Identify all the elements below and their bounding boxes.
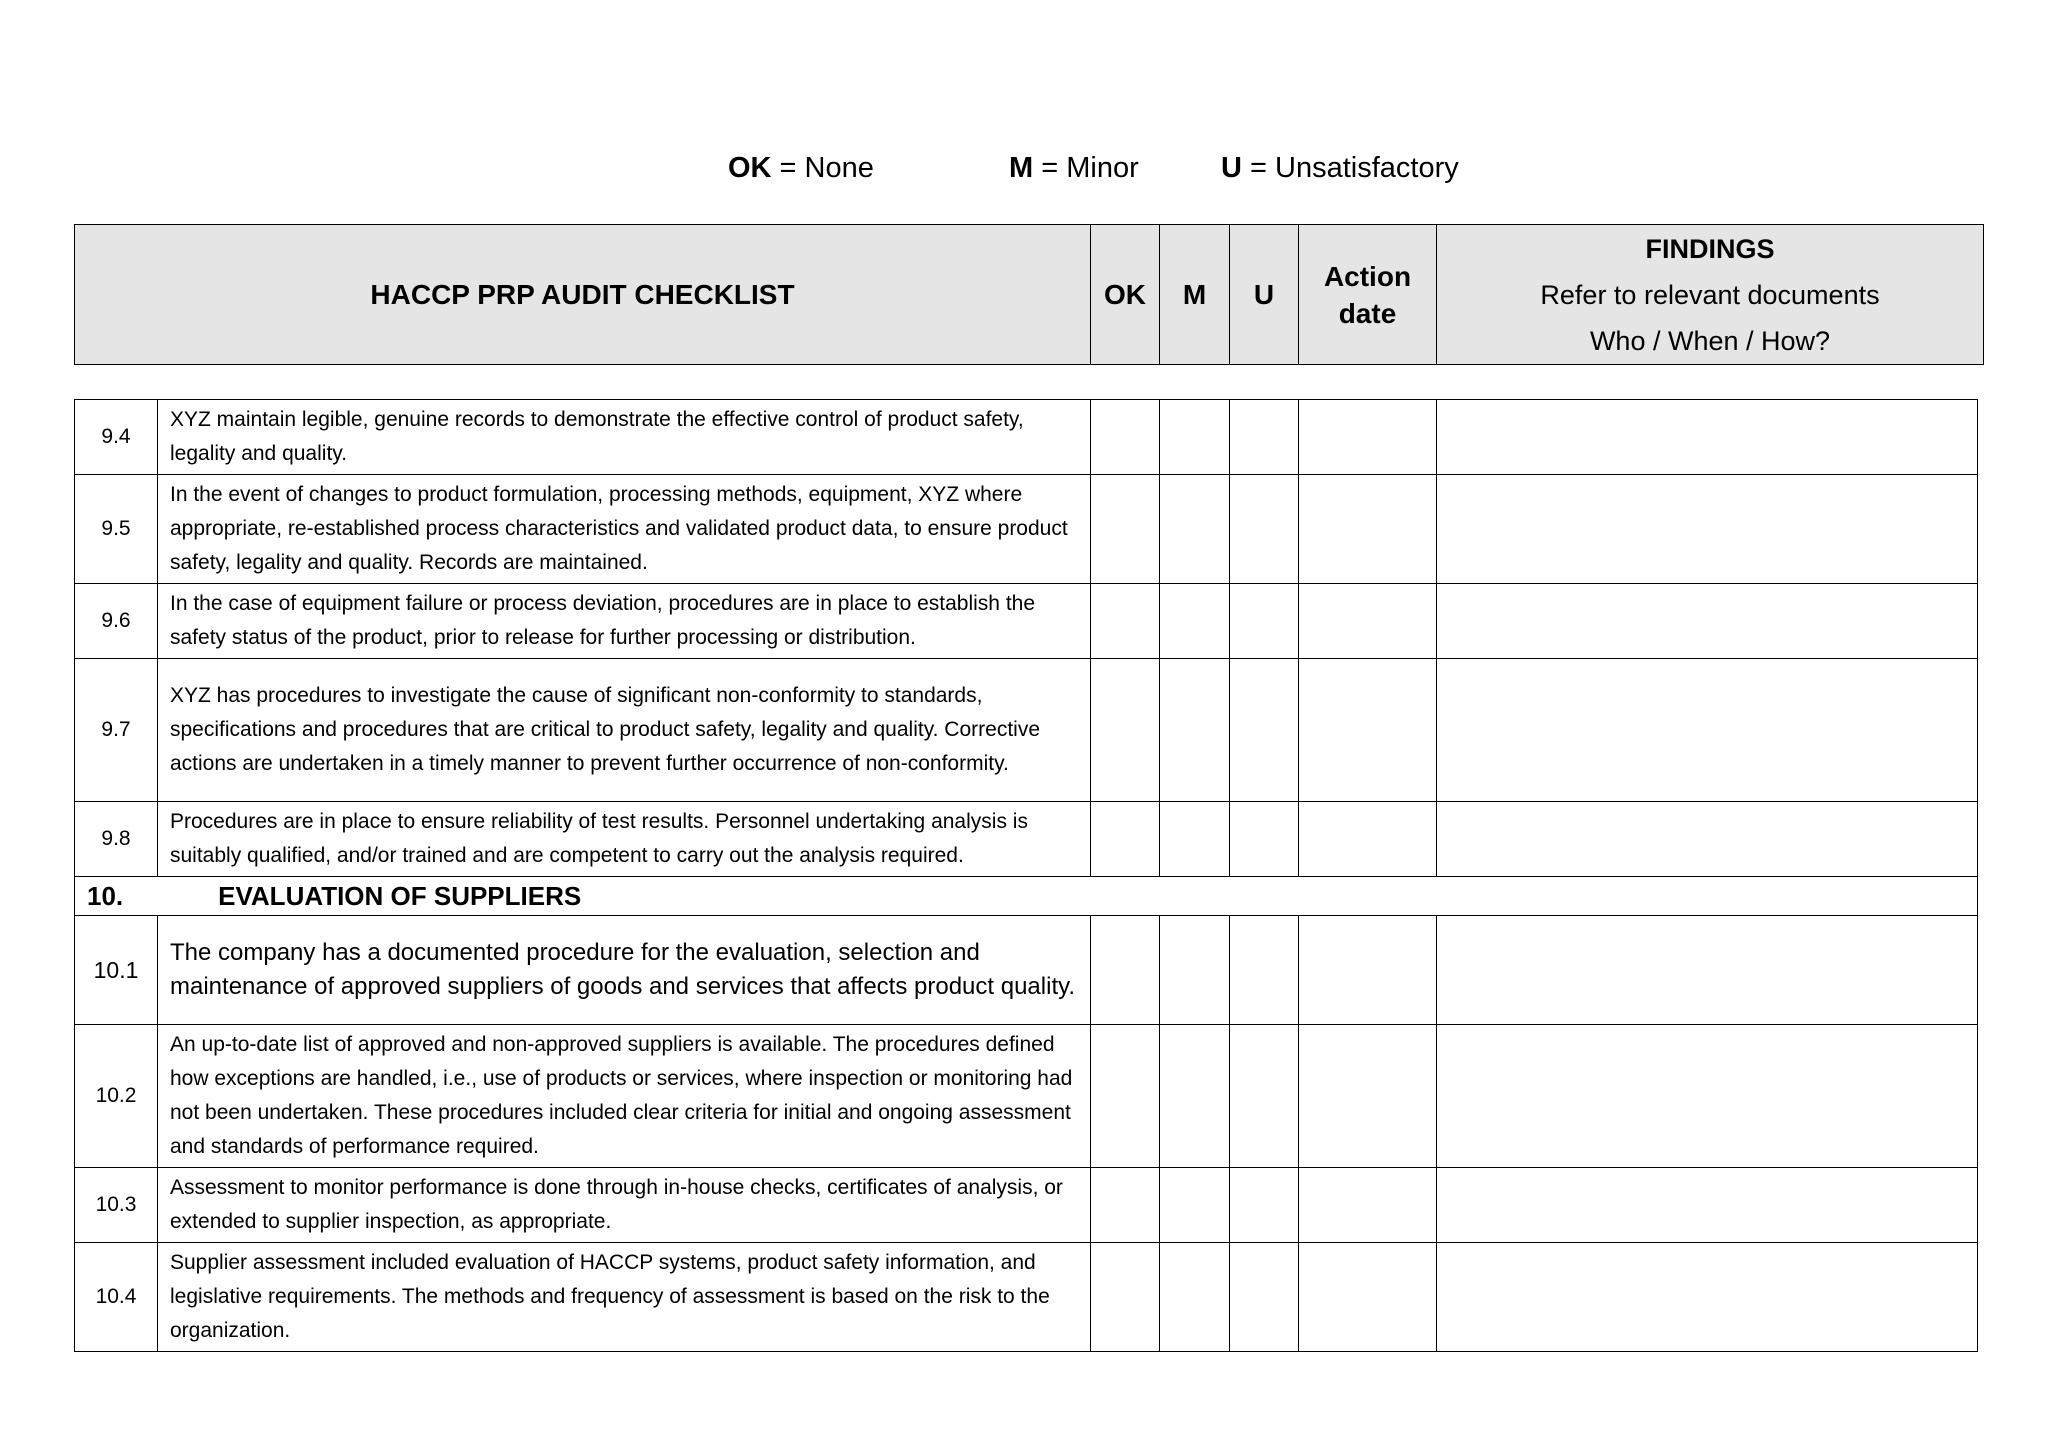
findings-cell[interactable] bbox=[1437, 1025, 1978, 1168]
item-description: The company has a documented procedure for the evaluation, selection and maintenance of approved suppliers of goods and services that affects product quality. bbox=[158, 916, 1091, 1025]
table-row bbox=[75, 916, 1978, 1025]
table-row bbox=[75, 400, 1978, 475]
action-date-cell[interactable] bbox=[1299, 802, 1437, 877]
checklist-body-table bbox=[74, 399, 1978, 1352]
item-description: Procedures are in place to ensure reliability of test results. Personnel undertaking analysis is suitably qualified, and/or trained and are competent to carry out the analysis required. bbox=[158, 802, 1091, 877]
unsatisfactory-cell[interactable] bbox=[1230, 584, 1299, 659]
minor-cell[interactable] bbox=[1160, 475, 1230, 584]
item-description: An up-to-date list of approved and non-approved suppliers is available. The procedures defined how exceptions are handled, i.e., use of products or services, where inspection or monitoring had not been undertaken. These procedures included clear criteria for initial and ongoing assessment and standards of performance required. bbox=[158, 1025, 1091, 1168]
findings-line-1: Refer to relevant documents bbox=[1540, 279, 1880, 310]
column-action-date bbox=[1299, 225, 1437, 365]
minor-cell[interactable] bbox=[1160, 1168, 1230, 1243]
section-number: 10. bbox=[87, 880, 124, 911]
action-date-cell[interactable] bbox=[1299, 400, 1437, 475]
action-date-cell[interactable] bbox=[1299, 1168, 1437, 1243]
unsatisfactory-cell[interactable] bbox=[1230, 916, 1299, 1025]
unsatisfactory-cell[interactable] bbox=[1230, 659, 1299, 802]
unsatisfactory-cell[interactable] bbox=[1230, 1243, 1299, 1352]
unsatisfactory-cell[interactable] bbox=[1230, 1025, 1299, 1168]
ok-cell[interactable] bbox=[1091, 1025, 1160, 1168]
rating-legend bbox=[0, 152, 2048, 192]
findings-cell[interactable] bbox=[1437, 584, 1978, 659]
unsatisfactory-cell[interactable] bbox=[1230, 1168, 1299, 1243]
action-date-cell[interactable] bbox=[1299, 916, 1437, 1025]
table-row bbox=[75, 475, 1978, 584]
item-description: In the case of equipment failure or process deviation, procedures are in place to establish the safety status of the product, prior to release for further processing or distribution. bbox=[158, 584, 1091, 659]
section-title: EVALUATION OF SUPPLIERS bbox=[218, 880, 582, 911]
action-date-cell[interactable] bbox=[1299, 475, 1437, 584]
ok-cell[interactable] bbox=[1091, 916, 1160, 1025]
findings-cell[interactable] bbox=[1437, 400, 1978, 475]
item-number: 10.4 bbox=[75, 1243, 158, 1352]
item-description: Assessment to monitor performance is done through in-house checks, certificates of analysis, or extended to supplier inspection, as appropriate. bbox=[158, 1168, 1091, 1243]
findings-title: FINDINGS bbox=[1645, 233, 1775, 264]
ok-cell[interactable] bbox=[1091, 475, 1160, 584]
table-row bbox=[75, 659, 1978, 802]
item-number: 10.2 bbox=[75, 1025, 158, 1168]
findings-line-2: Who / When / How? bbox=[1589, 325, 1831, 356]
findings-cell[interactable] bbox=[1437, 475, 1978, 584]
ok-cell[interactable] bbox=[1091, 584, 1160, 659]
ok-cell[interactable] bbox=[1091, 1243, 1160, 1352]
minor-cell[interactable] bbox=[1160, 400, 1230, 475]
minor-cell[interactable] bbox=[1160, 1025, 1230, 1168]
table-row bbox=[75, 1168, 1978, 1243]
column-unsatisfactory: U bbox=[1230, 225, 1299, 365]
column-ok: OK bbox=[1091, 225, 1160, 365]
table-row bbox=[75, 802, 1978, 877]
legend-ok: OK = None bbox=[728, 152, 874, 184]
unsatisfactory-cell[interactable] bbox=[1230, 802, 1299, 877]
ok-cell[interactable] bbox=[1091, 1168, 1160, 1243]
item-number: 10.3 bbox=[75, 1168, 158, 1243]
action-date-cell[interactable] bbox=[1299, 659, 1437, 802]
findings-cell[interactable] bbox=[1437, 916, 1978, 1025]
minor-cell[interactable] bbox=[1160, 1243, 1230, 1352]
action-date-cell[interactable] bbox=[1299, 1243, 1437, 1352]
minor-cell[interactable] bbox=[1160, 584, 1230, 659]
item-number: 9.7 bbox=[75, 659, 158, 802]
table-row bbox=[75, 584, 1978, 659]
item-number: 9.8 bbox=[75, 802, 158, 877]
section-heading-row bbox=[75, 877, 1978, 916]
item-description: XYZ maintain legible, genuine records to demonstrate the effective control of product safety, legality and quality. bbox=[158, 400, 1091, 475]
action-date-cell[interactable] bbox=[1299, 584, 1437, 659]
findings-cell[interactable] bbox=[1437, 1243, 1978, 1352]
findings-cell[interactable] bbox=[1437, 659, 1978, 802]
minor-cell[interactable] bbox=[1160, 802, 1230, 877]
legend-unsatisfactory: U = Unsatisfactory bbox=[1221, 152, 1459, 184]
table-row bbox=[75, 1243, 1978, 1352]
item-number: 9.5 bbox=[75, 475, 158, 584]
findings-cell[interactable] bbox=[1437, 1168, 1978, 1243]
item-description: Supplier assessment included evaluation of HACCP systems, product safety information, and legislative requirements. The methods and frequency of assessment is based on the risk to the organization. bbox=[158, 1243, 1091, 1352]
findings-cell[interactable] bbox=[1437, 802, 1978, 877]
unsatisfactory-cell[interactable] bbox=[1230, 475, 1299, 584]
section-heading bbox=[75, 877, 1978, 916]
minor-cell[interactable] bbox=[1160, 916, 1230, 1025]
column-minor: M bbox=[1160, 225, 1230, 365]
column-findings bbox=[1437, 225, 1984, 365]
ok-cell[interactable] bbox=[1091, 659, 1160, 802]
checklist-title: HACCP PRP AUDIT CHECKLIST bbox=[75, 225, 1091, 365]
ok-cell[interactable] bbox=[1091, 400, 1160, 475]
minor-cell[interactable] bbox=[1160, 659, 1230, 802]
action-label: Action bbox=[1323, 260, 1412, 292]
item-number: 10.1 bbox=[75, 916, 158, 1025]
item-number: 9.4 bbox=[75, 400, 158, 475]
legend-minor: M = Minor bbox=[1009, 152, 1139, 184]
checklist-header-table bbox=[74, 224, 1984, 365]
date-label: date bbox=[1338, 297, 1397, 329]
item-description: XYZ has procedures to investigate the cause of significant non-conformity to standards, specifications and procedures that are critical to product safety, legality and quality. Corrective actions are undertaken in a timely manner to prevent further occurrence of non-conformity. bbox=[158, 659, 1091, 802]
item-description: In the event of changes to product formulation, processing methods, equipment, XYZ where appropriate, re-established process characteristics and validated product data, to ensure product safety, legality and quality. Records are maintained. bbox=[158, 475, 1091, 584]
table-row bbox=[75, 1025, 1978, 1168]
ok-cell[interactable] bbox=[1091, 802, 1160, 877]
unsatisfactory-cell[interactable] bbox=[1230, 400, 1299, 475]
action-date-cell[interactable] bbox=[1299, 1025, 1437, 1168]
item-number: 9.6 bbox=[75, 584, 158, 659]
